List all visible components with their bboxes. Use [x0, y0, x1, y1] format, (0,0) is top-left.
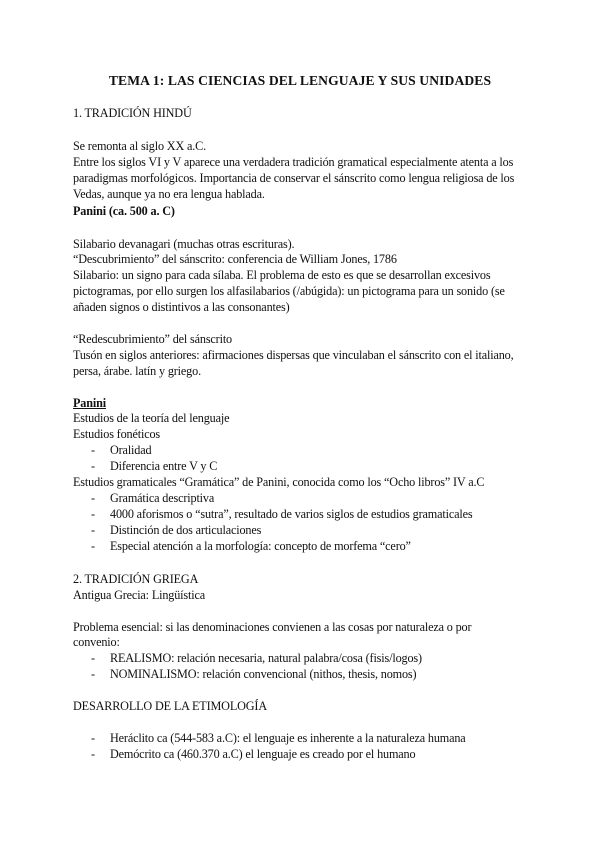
- list-item: Gramática descriptiva: [110, 491, 215, 505]
- document-title: TEMA 1: LAS CIENCIAS DEL LENGUAJE Y SUS UNIDADES: [108, 73, 492, 88]
- section-heading-hindu: 1. TRADICIÓN HINDÚ: [73, 106, 192, 120]
- panini-heading: Panini: [73, 396, 106, 410]
- bullet-dash: -: [91, 731, 96, 745]
- text-line: “Descubrimiento” del sánscrito: conferencia de William Jones, 1786: [73, 252, 397, 266]
- bullet-dash: -: [91, 491, 96, 505]
- text-line: Silabario: un signo para cada sílaba. El problema de esto es que se desarrollan excesivos: [73, 268, 491, 282]
- text-line: persa, árabe. latín y griego.: [73, 364, 201, 378]
- text-line: Estudios gramaticales “Gramática” de Panini, conocida como los “Ocho libros” IV a.C: [73, 475, 485, 489]
- bullet-dash: -: [91, 459, 96, 473]
- section-heading-etimologia: DESARROLLO DE LA ETIMOLOGÍA: [73, 699, 267, 713]
- bullet-dash: -: [91, 539, 96, 553]
- text-line: añaden signos o distintivos a las consonantes): [73, 300, 290, 314]
- text-line: Problema esencial: si las denominaciones convienen a las cosas por naturaleza o por: [73, 620, 472, 634]
- text-line: Vedas, aunque ya no era lengua hablada.: [73, 187, 265, 201]
- text-line: Estudios fonéticos: [73, 427, 161, 441]
- bullet-dash: -: [91, 747, 96, 761]
- bullet-dash: -: [91, 523, 96, 537]
- bullet-dash: -: [91, 443, 96, 457]
- text-line: “Redescubrimiento” del sánscrito: [73, 332, 232, 346]
- list-item: Heráclito ca (544-583 a.C): el lenguaje es inherente a la naturaleza humana: [110, 731, 466, 745]
- text-line: pictogramas, por ello surgen los alfasilabarios (/abúgida): un pictograma para un sonido (se: [73, 284, 505, 298]
- bullet-dash: -: [91, 667, 96, 681]
- text-line: Antigua Grecia: Lingüística: [73, 588, 206, 602]
- text-line: Estudios de la teoría del lenguaje: [73, 411, 230, 425]
- list-item: NOMINALISMO: relación convencional (nithos, thesis, nomos): [110, 667, 417, 681]
- text-line: convenio:: [73, 635, 120, 649]
- bullet-dash: -: [91, 651, 96, 665]
- text-line: Silabario devanagari (muchas otras escrituras).: [73, 237, 295, 251]
- text-line: Se remonta al siglo XX a.C.: [73, 139, 207, 153]
- text-line: paradigmas morfológicos. Importancia de conservar el sánscrito como lengua religiosa de los: [73, 171, 515, 185]
- list-item: Especial atención a la morfología: concepto de morfema “cero”: [110, 539, 411, 553]
- list-item: Oralidad: [110, 443, 152, 457]
- text-line: Tusón en siglos anteriores: afirmaciones dispersas que vinculaban el sánscrito con el italiano,: [73, 348, 514, 362]
- panini-date-heading: Panini (ca. 500 a. C): [73, 204, 175, 218]
- list-item: Demócrito ca (460.370 a.C) el lenguaje es creado por el humano: [110, 747, 416, 761]
- list-item: 4000 aforismos o “sutra”, resultado de varios siglos de estudios gramaticales: [110, 507, 473, 521]
- text-line: Entre los siglos VI y V aparece una verdadera tradición gramatical especialmente atenta a los: [73, 155, 514, 169]
- list-item: REALISMO: relación necesaria, natural palabra/cosa (fisis/logos): [110, 651, 422, 665]
- list-item: Diferencia entre V y C: [110, 459, 218, 473]
- list-item: Distinción de dos articulaciones: [110, 523, 262, 537]
- section-heading-griega: 2. TRADICIÓN GRIEGA: [73, 572, 199, 586]
- bullet-dash: -: [91, 507, 96, 521]
